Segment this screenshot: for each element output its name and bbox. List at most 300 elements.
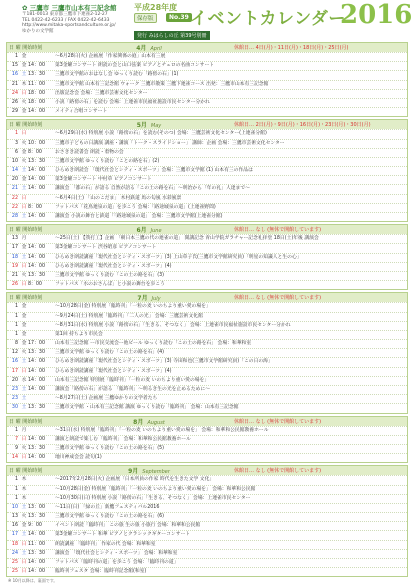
event-row — [7, 302, 407, 311]
event-description: 〜6月29日(水) 特別展 小説「路傍の石」を読む(そのつ) 会場：三鷹芸術文化センター(上連雀分館) — [55, 131, 267, 137]
event-time: 14：00 — [28, 387, 46, 392]
event-row — [7, 89, 407, 98]
event-time: 13：30 — [28, 272, 46, 278]
event-time — [28, 495, 55, 503]
event-time: 13：30 — [28, 405, 46, 411]
month-name — [64, 43, 234, 52]
column-time-label: 曜 開始時刻 — [15, 122, 43, 129]
event-description: 地川神成会会 読句(1) — [55, 455, 102, 461]
event-weekday: 土 — [21, 186, 27, 192]
event-row — [7, 312, 407, 321]
event-weekday: 火 — [21, 272, 27, 278]
event-day: 1 — [14, 486, 18, 492]
event-row — [7, 234, 407, 243]
event-time — [28, 427, 55, 435]
month-header — [7, 417, 407, 426]
event-weekday: 日 — [21, 541, 27, 547]
event-time: 11：00 — [28, 541, 46, 547]
event-description: 〜10月28日(金) 特別展「臨時刊」「一粒の麦 いのちより重い愛の場を」 会場：和華和公民館 — [55, 486, 256, 492]
event-description: 〜9月24日(土) 特別展「臨時刊」「二人の光」 会場：三鷹芸術文化館 — [55, 313, 203, 319]
event-row — [7, 530, 407, 539]
event-time: 13：30 — [28, 350, 46, 356]
column-header — [9, 418, 64, 425]
month-name-en: April — [150, 46, 162, 52]
event-weekday: 水 — [21, 377, 27, 383]
column-date-label: 日 — [9, 45, 15, 51]
event-day: 21 — [11, 186, 18, 192]
closed-days: 休館日… なし (無休で開館しています) — [234, 295, 322, 302]
event-weekday: 日 — [21, 131, 27, 137]
event-day: 24 — [11, 90, 18, 96]
event-weekday: 木 — [21, 486, 27, 492]
event-description: 三鷹市文学館 ゆっくり読む「この土の路を石」(4) — [55, 350, 165, 356]
event-description: 〜10月30日(日) 特別展 小説「路傍の石」「生きる、そつなく」 会場：上連雀市民センター — [55, 495, 251, 501]
column-date-label: 日 — [9, 122, 15, 129]
event-description: イベント朗読「臨時刊」 この旅 生の旅 小旅行 会場：和華和公民館 — [55, 523, 201, 529]
column-date-label: 日 — [9, 418, 15, 425]
event-day: 25 — [11, 560, 18, 565]
event-description: フットパス「花鳥連泉の道」を歩こう 会場：「路途城泉の道」(上連雀野間) — [55, 204, 216, 210]
event-time: 14：00 — [28, 263, 46, 269]
keep-badge: 保存版 — [134, 13, 157, 23]
event-day: 22 — [11, 195, 18, 201]
month-name-ja: 7月 — [137, 295, 148, 303]
column-time-label: 曜 開始時刻 — [15, 227, 43, 234]
event-description: ひらめき朗読講座「現代社会とシティ・スポーツ」(3) 寺田和也(三鷹市文学館研究員)「この日の海」 — [55, 359, 273, 365]
column-header — [9, 467, 64, 474]
month-name — [64, 466, 234, 475]
event-row — [7, 253, 407, 262]
event-weekday: 金 — [21, 523, 27, 529]
event-weekday: 木 — [21, 477, 27, 483]
event-day: 16 — [11, 523, 18, 529]
event-description: 三鷹市文学館 ゆっくり読む「この土の路を石」(3) — [55, 272, 165, 278]
event-day: 24 — [11, 550, 18, 556]
event-day: 23 — [11, 396, 18, 402]
event-day: 9 — [14, 445, 18, 451]
event-row — [7, 321, 407, 330]
event-time: 14：00 — [28, 368, 46, 374]
event-weekday: 火 — [21, 445, 27, 451]
event-time: 14：00 — [28, 455, 46, 461]
event-day: 25 — [11, 569, 18, 575]
event-day: 30 — [11, 405, 18, 411]
event-day: 18 — [11, 254, 18, 260]
event-weekday: 金 — [21, 109, 27, 115]
event-day: 1 — [14, 313, 18, 319]
event-weekday: 金 — [21, 245, 27, 251]
month-header — [7, 293, 407, 302]
month-block — [6, 224, 408, 290]
event-description: 〜8月27日(土) 企画展 三鷹ゆかりの文学者たち — [55, 396, 158, 402]
event-row — [7, 61, 407, 70]
event-weekday: 金 — [21, 177, 27, 183]
event-day: 17 — [11, 368, 18, 374]
event-description: ひらめき朗読講座「現代社会とシティ・スポーツ」(3) 上山草子氏(三鷹市文学館研究員)「明星の知識人と生の心」 — [55, 254, 302, 260]
month-name-ja: 8月 — [133, 418, 144, 426]
event-time — [28, 235, 55, 243]
event-time — [28, 53, 55, 61]
event-day: 28 — [11, 214, 18, 219]
event-time: 9：00 — [28, 523, 42, 529]
month-name-ja: 5月 — [136, 122, 147, 130]
event-description: 第3金曜コンサート 朗読の会と山口弦楽 ピアノとチェロの名曲コンサート — [55, 63, 215, 69]
month-name — [64, 120, 234, 129]
event-weekday: 金 — [21, 54, 27, 59]
event-weekday: 日 — [21, 195, 27, 201]
organization-name-text: 三鷹市 三鷹市山本有三記念館 — [29, 4, 117, 12]
event-time: 8：00 — [28, 282, 42, 288]
event-weekday: 火 — [21, 99, 27, 105]
issue-subline: 発行 みはらしの丘 第39号別冊 — [134, 31, 210, 40]
event-time — [28, 195, 55, 203]
month-name-en: August — [147, 419, 165, 426]
month-name — [64, 293, 234, 302]
event-time — [28, 331, 55, 339]
month-name-en: July — [151, 296, 161, 303]
event-day: 1 — [14, 322, 18, 328]
month-header — [7, 120, 407, 129]
event-row — [7, 435, 407, 444]
event-day: 21 — [11, 81, 18, 87]
event-weekday: 金 — [21, 313, 27, 319]
event-description: 三鷹市文学館のおはなし会 ゆっくり読む「路傍の石」(1) — [55, 72, 179, 78]
event-row — [7, 70, 407, 79]
event-row — [7, 444, 407, 453]
event-row — [7, 403, 407, 412]
month-name-ja: 4月 — [136, 45, 147, 52]
page-title: イベントカレンダー — [190, 9, 346, 29]
event-time: 13：00 — [28, 504, 46, 510]
event-description: 〜2017年2月28日(火) 企画展「日本所員の作家 時代を生きた文学 文化」 — [55, 477, 215, 483]
event-description: おさきき読書会 朗読・着物の会 — [55, 149, 124, 155]
event-day: 29 — [11, 109, 18, 115]
event-row — [7, 107, 407, 116]
column-time-label: 曜 開始時刻 — [15, 418, 43, 425]
month-header — [7, 43, 407, 52]
event-description: 講演会 「都の石」が語る 自然が語る「この土の路を石」〜明治から「年の礼」人達まで〜 — [55, 186, 250, 192]
closed-days: 休館日… 2日(月)・9日(月)・16日(月)・23日(月)・30日(月) — [234, 122, 371, 129]
event-day: 3 — [14, 140, 18, 146]
month-header — [7, 466, 407, 475]
event-day: 20 — [11, 377, 18, 383]
event-description: 第3金曜コンサート 渋谷昭彦 ピアノコンサート — [55, 245, 157, 251]
event-row — [7, 339, 407, 348]
event-time: 14：00 — [28, 63, 46, 69]
event-row — [7, 203, 407, 212]
event-time: 11：00 — [28, 81, 46, 87]
month-block — [6, 42, 408, 117]
event-row — [7, 175, 407, 184]
month-block — [6, 292, 408, 413]
event-row — [7, 194, 407, 203]
column-header — [9, 121, 64, 128]
event-row — [7, 139, 407, 148]
event-time: 14：00 — [28, 214, 46, 219]
event-description: 第1回 持ちより市民会 — [55, 331, 103, 337]
event-row — [7, 485, 407, 494]
event-time: 14：00 — [28, 254, 46, 260]
event-row — [7, 212, 407, 221]
event-row — [7, 148, 407, 157]
event-row — [7, 80, 407, 89]
contact-line: http://www.mitaka-sportsandculture.or.jp/ — [22, 23, 116, 28]
event-description: 講演と朗読で楽しむ「臨時刊」 会場：和華和公民館教養ホール — [55, 436, 191, 442]
column-date-label: 日 — [9, 227, 15, 234]
event-row — [7, 453, 407, 462]
event-weekday: 金 — [21, 304, 27, 310]
event-day: 7 — [14, 436, 18, 442]
event-row — [7, 558, 407, 567]
event-time: 14：00 — [28, 168, 46, 174]
event-day: 13 — [11, 236, 18, 242]
event-time: 13：30 — [28, 158, 46, 164]
event-row — [7, 385, 407, 394]
event-time: 8：00 — [28, 204, 42, 210]
organization-name — [22, 3, 116, 12]
event-description: 〜11日(日) 「緑の丘」新鷹フェスティバル2016 — [55, 504, 160, 510]
event-weekday: 日 — [21, 90, 27, 96]
event-row — [7, 52, 407, 61]
event-row — [7, 367, 407, 376]
event-weekday: 金 — [21, 341, 27, 347]
event-weekday: 火 — [21, 514, 27, 520]
event-day: 23 — [11, 387, 18, 392]
event-day: 17 — [11, 532, 18, 538]
event-description: 三鷹市子どもの日講演 講座・講演「トーク・スライドショー」 講師：企画 会場：三鷹市芸術文化センター — [55, 140, 285, 146]
event-time: 13：30 — [28, 514, 46, 520]
event-row — [7, 280, 407, 289]
column-header — [9, 44, 64, 51]
event-description: 朗読講座 「臨時刊」 作家の代 会場：和華和室 — [55, 541, 156, 547]
event-time: 14：00 — [28, 436, 46, 442]
event-day: 17 — [11, 245, 18, 251]
event-day: 20 — [11, 177, 18, 183]
event-time: 14：00 — [28, 109, 46, 115]
closed-days: 休館日… なし (無休で開館しています) — [234, 418, 322, 425]
event-weekday: 日 — [21, 455, 27, 461]
event-time: 14：00 — [28, 560, 46, 565]
event-row — [7, 503, 407, 512]
event-description: 三鷹市文学館 ゆっくり読む「この土の路を石」(5) — [55, 445, 165, 451]
event-time: 13：30 — [28, 550, 46, 556]
column-time-label: 曜 開始時刻 — [15, 468, 43, 475]
event-weekday: 月 — [21, 236, 27, 242]
month-header — [7, 225, 407, 234]
event-time: 13：30 — [28, 445, 46, 451]
event-description: ひらめき朗読講座「現代社会とシティ・スポーツ」(4) — [55, 368, 172, 374]
event-description: 三鷹市文学館 ゆっくり読む「この土の路を石」(6) — [55, 514, 165, 520]
event-day: 1 — [14, 54, 18, 59]
month-name-en: May — [150, 123, 162, 130]
event-weekday: 土 — [21, 72, 27, 78]
event-day: 1 — [14, 304, 18, 310]
era-label: 平成28年度 — [134, 3, 178, 12]
column-time-label: 曜 開始時刻 — [15, 45, 43, 51]
event-description: 小説「路傍の石」を読む 会場：上連雀市民福祉施設市民センター分かれ — [55, 99, 210, 105]
event-weekday: 土 — [21, 168, 27, 174]
event-description: 〜6月4日(土) 「山のこだま」 木村鉄道 馬の匂風 水彩風景 — [55, 195, 182, 201]
month-name-ja: 6月 — [136, 227, 147, 235]
event-description: 第3金曜コンサート 和華 ピアノとクラシックギターコンサート — [55, 532, 191, 538]
event-row — [7, 330, 407, 339]
event-time: 18：00 — [28, 99, 46, 105]
event-weekday: 火 — [21, 158, 27, 164]
event-description: 〜6月28日(火) 企画展「作家関係の庭」山本有三展 — [55, 54, 166, 59]
event-weekday: 木 — [21, 81, 27, 87]
event-weekday: 木 — [21, 495, 27, 501]
event-weekday: 月 — [21, 427, 27, 433]
event-weekday: 日 — [21, 560, 27, 565]
event-day: 14 — [11, 455, 18, 461]
contact-line: 〒181-0013 東京都三鷹市下連雀2-12-27 — [22, 12, 108, 17]
event-description: 三鷹市文学館 ゆっくり読む「ことの路を石」(2) — [55, 158, 160, 164]
event-time: 14：00 — [28, 532, 46, 538]
event-day: 12 — [11, 350, 18, 356]
event-time — [28, 486, 55, 494]
event-day: 10 — [11, 158, 18, 164]
month-name-en: September — [142, 469, 170, 476]
event-row — [7, 243, 407, 252]
event-time: 14：00 — [28, 359, 46, 365]
months-container — [0, 42, 414, 577]
event-time — [28, 303, 55, 311]
closed-days: 休館日… 4日(月)・11日(月)・18日(月)・25日(月) — [234, 45, 349, 51]
event-description: 山本有三記念館 特別展「臨時刊」「一粒の麦 いのちより重い愛の場を」 — [55, 377, 210, 383]
event-row — [7, 475, 407, 484]
event-description: フットパス「水のおさんぽ」と小説の舞台を歩こう — [55, 282, 165, 288]
contact-line: TEL 0422-42-6233 / FAX 0422-42-6433 — [22, 17, 110, 23]
event-day: 26 — [11, 282, 18, 288]
event-weekday: 土 — [21, 504, 27, 510]
event-day: 8 — [14, 341, 18, 347]
event-row — [7, 512, 407, 521]
year-label: 2016 — [340, 0, 413, 30]
event-time — [28, 395, 55, 403]
event-description: ひらめき朗読会 「現代社会とシティ・スポーツ」会場：三鷹市文学館 (1) 山本有三の作品は — [55, 168, 253, 174]
event-description: 講演会 小説の舞台と鉄道「「路途城泉の道」 会場：三鷹市文学館(上連雀分館) — [55, 214, 223, 219]
event-day: 1 — [14, 427, 18, 433]
event-day: 14 — [11, 168, 18, 174]
month-block — [6, 119, 408, 222]
event-weekday: 土 — [21, 387, 27, 392]
event-description: 第3金曜コンサート 中村草 ピアノコンサート — [55, 177, 152, 183]
event-day: 1 — [14, 331, 18, 337]
event-weekday: 日 — [21, 368, 27, 374]
event-time: 18：00 — [28, 90, 46, 96]
event-time: 14：00 — [28, 569, 46, 575]
event-row — [7, 129, 407, 138]
event-weekday: 金 — [21, 331, 27, 337]
event-weekday: 金 — [21, 149, 27, 155]
event-description: 〜25日(土) 【我打工】企画 「朝日本三鷹の代の連雀の道」 開講記念 青山学院ガラチャー記念礼拝堂 18日(土)年後 講演会 — [55, 236, 319, 242]
event-time: 10：00 — [28, 140, 46, 146]
event-description: 三鷹市文学館 ・山本有三記念館 講演 ゆっくり読む「臨時刊」 会場：山本有三記念館 — [55, 405, 239, 411]
event-weekday: 土 — [21, 359, 27, 365]
column-time-label: 曜 開始時刻 — [15, 295, 43, 302]
contact-info — [22, 12, 116, 34]
event-time — [28, 322, 55, 330]
event-day: 15 — [11, 63, 18, 69]
event-description: 〜10月28日(金) 特別展「臨時刊」「一粒の麦 いのちより重い愛の場を」 — [55, 304, 211, 310]
event-weekday: 日 — [21, 263, 27, 269]
closed-days: 休館日… なし (無休で開館しています) — [234, 227, 322, 234]
event-time — [28, 476, 55, 484]
event-day: 1 — [14, 131, 18, 137]
event-description: 三鷹市文学館 山本有三記念館 ウォーク 三鷹市散策 三鷹下連雀コース 出発：三鷹市山本有三記念館 — [55, 81, 269, 87]
month-name — [64, 417, 234, 426]
event-weekday: 日 — [21, 282, 27, 288]
column-header — [9, 294, 64, 301]
month-name-ja: 9月 — [128, 468, 139, 476]
event-weekday: 日 — [21, 436, 27, 442]
event-row — [7, 262, 407, 271]
event-weekday: 土 — [21, 550, 27, 556]
month-name-en: June — [150, 228, 162, 235]
event-weekday: 土 — [21, 254, 27, 260]
event-time: 14：00 — [28, 377, 46, 383]
event-weekday: 金 — [21, 63, 27, 69]
event-day: 22 — [11, 204, 18, 210]
month-name — [64, 225, 234, 234]
event-description: 講演会「路傍の石」が語る 「臨時刊」〜明るき生の光を止めるために〜 — [55, 387, 211, 392]
event-weekday: 火 — [21, 350, 27, 356]
event-weekday: 火 — [21, 140, 27, 146]
event-day: 21 — [11, 272, 18, 278]
calendar-header — [0, 0, 414, 42]
event-weekday: 土 — [21, 396, 27, 402]
event-day: 26 — [11, 99, 18, 105]
event-row — [7, 426, 407, 435]
contact-line: ゆかりの文学館 — [22, 28, 54, 34]
column-date-label: 日 — [9, 468, 15, 475]
event-description: 講演会 「現代社会とシティ・スポーツ」 会場：和華和室 — [55, 550, 178, 556]
event-day: 10 — [11, 504, 18, 510]
issue-tag: No.39 — [166, 13, 192, 22]
event-weekday: 日 — [21, 204, 27, 210]
event-row — [7, 394, 407, 403]
event-description: 臨時刊フェスタ 会場：臨時刊記念館(和室) — [55, 569, 147, 575]
event-row — [7, 521, 407, 530]
event-row — [7, 567, 407, 576]
event-description: フットパス「臨時刊の道」を歩こう 会場：「臨時刊の道」 — [55, 560, 179, 565]
column-date-label: 日 — [9, 295, 15, 302]
event-row — [7, 166, 407, 175]
event-row — [7, 348, 407, 357]
event-row — [7, 271, 407, 280]
event-day: 1 — [14, 477, 18, 483]
event-row — [7, 357, 407, 366]
event-row — [7, 376, 407, 385]
event-row — [7, 549, 407, 558]
closed-days: 休館日… なし (無休で開館しています) — [234, 468, 322, 475]
month-block — [6, 416, 408, 464]
event-time — [28, 313, 55, 321]
event-day: 18 — [11, 541, 18, 547]
event-day: 16 — [11, 72, 18, 78]
month-block — [6, 465, 408, 577]
event-weekday: 土 — [21, 405, 27, 411]
footnote: ※ 10月以降は、裏面です。 — [8, 578, 58, 583]
event-description: ひらめき朗読講座「現代社会とシティ・スポーツ」(4) — [55, 263, 172, 269]
event-weekday: 土 — [21, 532, 27, 538]
event-time: 14：00 — [28, 245, 46, 251]
event-weekday: 金 — [21, 322, 27, 328]
event-day: 13 — [11, 514, 18, 520]
event-day: 6 — [14, 149, 18, 155]
event-time: 17：00 — [28, 341, 46, 347]
event-time — [28, 130, 55, 138]
